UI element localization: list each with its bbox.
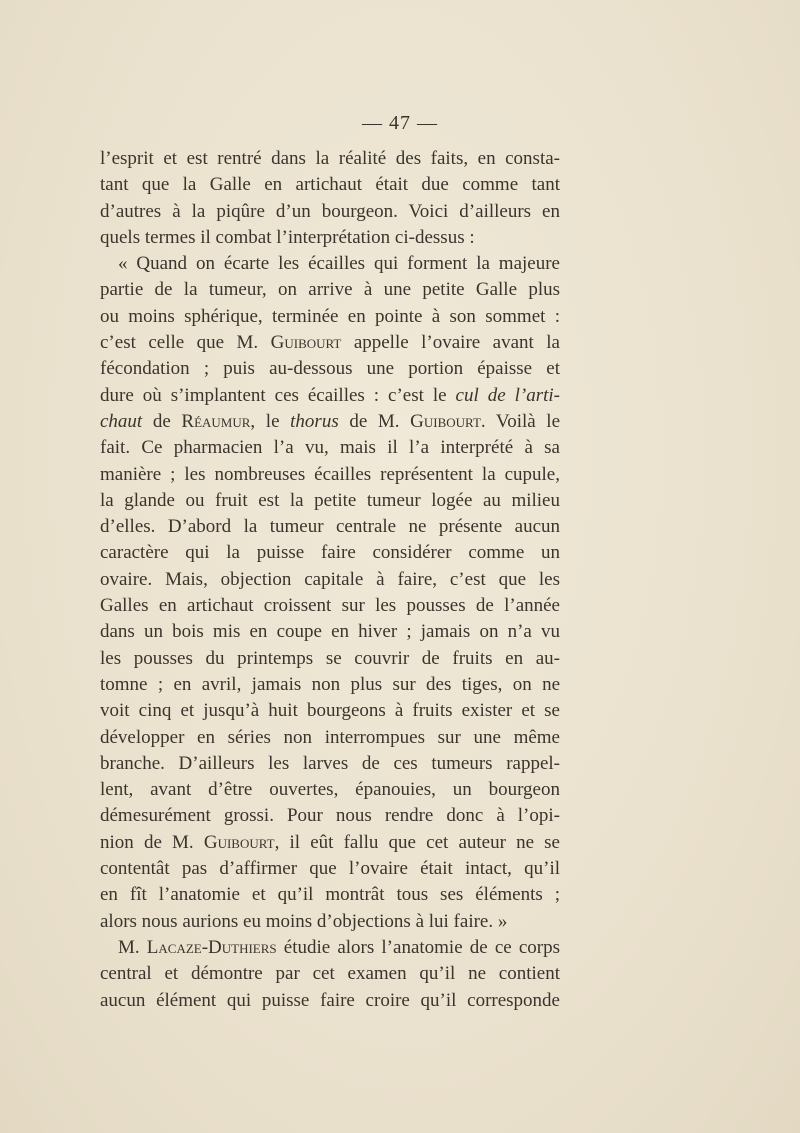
text-run: Galles en artichaut croissent sur les pousses de l’année [100, 595, 560, 617]
text-run: , il eût fallu que cet auteur ne se [274, 831, 560, 853]
text-line [100, 146, 560, 172]
text-run: aucun élément qui puisse faire croire qu’il corresponde [100, 989, 560, 1011]
text-run: quels termes il combat l’interprétation ci-dessus : [100, 226, 475, 248]
text-line [100, 488, 560, 514]
text-line [100, 882, 560, 908]
text-run: d’autres à la piqûre d’un bourgeon. Voici d’ailleurs en [100, 200, 560, 222]
text-run: manière ; les nombreuses écailles représentent la cupule, [100, 463, 560, 485]
text-run: l’esprit et est rentré dans la réalité des faits, en consta- [100, 148, 560, 169]
text-run: dure où s’implantent ces écailles : c’est le [100, 384, 456, 406]
text-line [100, 646, 560, 672]
italic-term: thorus [290, 410, 339, 432]
text-line [100, 619, 560, 645]
text-run: caractère qui la puisse faire considérer comme un [100, 542, 560, 564]
text-run: , le [250, 410, 291, 432]
text-run: de [142, 410, 182, 432]
text-line [100, 172, 560, 198]
author-name: Réaumur [181, 410, 251, 432]
text-run: alors nous aurions eu moins d’objections à lui faire. » [100, 910, 508, 932]
text-line [100, 409, 560, 435]
text-run: d’elles. D’abord la tumeur centrale ne présente aucun [100, 516, 560, 538]
text-run: appelle l’ovaire avant la [341, 332, 560, 354]
author-name: Guibourt [203, 831, 275, 853]
italic-term: chaut [100, 410, 143, 432]
text-run: voit cinq et jusqu’à huit bourgeons à fruits exister et se [100, 700, 560, 722]
text-line [100, 567, 560, 593]
text-run: . Voilà le [480, 410, 561, 432]
text-line [100, 751, 560, 777]
text-run: branche. D’ailleurs les larves de ces tumeurs rappel- [100, 752, 560, 774]
text-run: la glande ou fruit est la petite tumeur logée au milieu [100, 489, 560, 511]
text-line [100, 251, 560, 277]
author-name: Guibourt [270, 332, 342, 354]
text-line [100, 672, 560, 698]
text-line [100, 725, 560, 751]
text-line [100, 514, 560, 540]
text-line [100, 199, 560, 225]
text-run: M. [118, 936, 147, 958]
text-line [100, 961, 560, 987]
body-text [100, 146, 560, 1014]
text-line [100, 356, 560, 382]
text-run: central et démontre par cet examen qu’il ne contient [100, 963, 560, 985]
text-run: développer en séries non interrompues sur une même [100, 726, 560, 748]
text-run: fécondation ; puis au-dessous une portion épaisse et [100, 358, 560, 380]
italic-term: cul de l’arti- [455, 384, 561, 406]
author-name: Lacaze-Duthiers [146, 936, 277, 958]
text-run: tomne ; en avril, jamais non plus sur des tiges, on ne [100, 673, 560, 695]
text-run: ovaire. Mais, objection capitale à faire, c’est que les [100, 568, 560, 590]
text-run: en fît l’anatomie et qu’il montrât tous ses éléments ; [100, 884, 560, 906]
text-line [100, 803, 560, 829]
text-run: lent, avant d’être ouvertes, épanouies, un bourgeon [100, 779, 560, 801]
text-line [100, 383, 560, 409]
page-number: — 47 — [362, 112, 438, 134]
text-run: nion de M. [100, 831, 204, 853]
text-line [100, 698, 560, 724]
text-run: démesurément grossi. Pour nous rendre donc à l’opi- [100, 805, 560, 827]
text-line [100, 540, 560, 566]
author-name: Guibourt [410, 410, 481, 432]
text-run: étudie alors l’anatomie de ce corps [276, 936, 560, 958]
text-line [100, 277, 560, 303]
text-line [100, 462, 560, 488]
text-line [100, 225, 560, 251]
text-run: fait. Ce pharmacien l’a vu, mais il l’a interprété à sa [100, 437, 560, 459]
text-line [100, 304, 560, 330]
text-line [100, 935, 560, 961]
text-line [100, 909, 560, 935]
text-run: de M. [338, 410, 411, 432]
text-line [100, 777, 560, 803]
text-run: contentât pas d’affirmer que l’ovaire était intact, qu’il [100, 858, 560, 880]
text-run: tant que la Galle en artichaut était due comme tant [100, 174, 560, 196]
text-run: ou moins sphérique, terminée en pointe à son sommet : [100, 305, 560, 327]
text-run: c’est celle que M. [100, 332, 271, 354]
text-run: les pousses du printemps se couvrir de fruits en au- [100, 647, 560, 669]
text-run: dans un bois mis en coupe en hiver ; jamais on n’a vu [100, 621, 560, 643]
text-line [100, 435, 560, 461]
text-line [100, 856, 560, 882]
text-line [100, 330, 560, 356]
text-run: « Quand on écarte les écailles qui forment la majeure [118, 253, 560, 275]
text-line [100, 593, 560, 619]
text-line [100, 830, 560, 856]
text-line [100, 988, 560, 1014]
text-run: partie de la tumeur, on arrive à une petite Galle plus [100, 279, 560, 301]
